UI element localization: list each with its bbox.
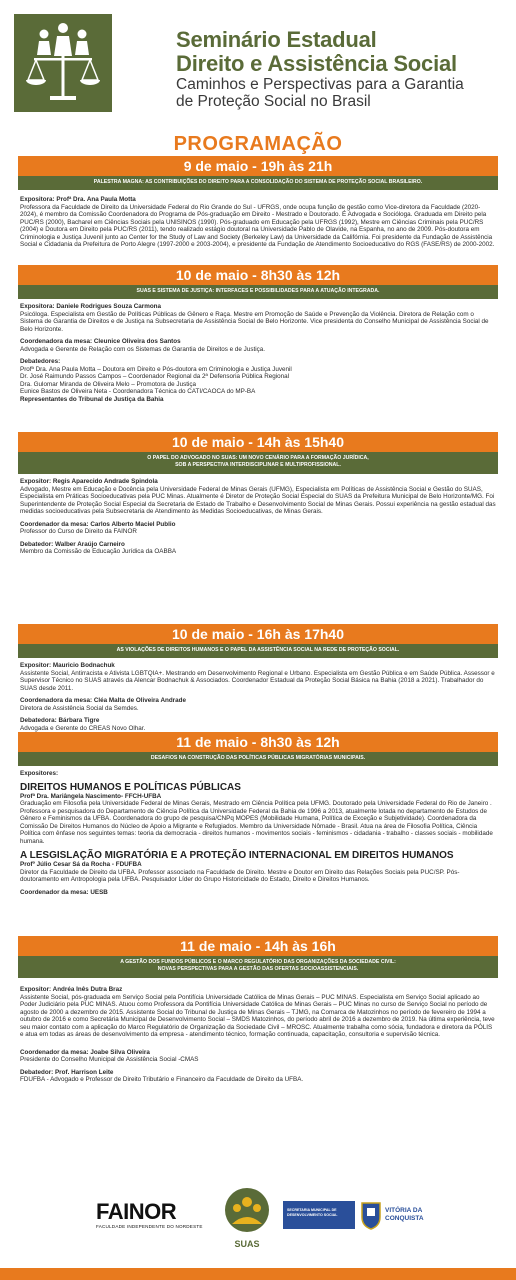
session-theme: SUAS E SISTEMA DE JUSTIÇA: INTERFACES E POSSIBILIDADES PARA A ATUAÇÃO INTEGRADA. <box>18 285 498 299</box>
expositores-label: Expositores: <box>20 770 59 777</box>
title-line-2: Direito e Assistência Social <box>176 51 457 76</box>
speaker-2-bio: Diretor da Faculdade de Direito da UFBA. Professor associado na Faculdade de Direito. Mestre e Doutor em Direito das Relações Sociais pela PUC/SP. Pós-doutoramento em Antropologia pela UFBA. Pesquisador Líder do Grupo Historicidade do Estado, Direito e Direitos Humanos. <box>20 868 460 883</box>
session-date: 11 de maio - 14h às 16h <box>18 936 498 956</box>
title-line-1: Seminário Estadual <box>176 27 377 52</box>
header <box>0 0 516 128</box>
session-date: 11 de maio - 8h30 às 12h <box>18 732 498 752</box>
speaker-1-bio: Graduação em Filosofia pela Universidade Federal de Minas Gerais, Mestrado em Ciência Política pela UFMG. Doutorado pela Universidade Federal do Rio de Janeiro . Professora e pesquisadora do Departamento de Ciência Política da Universidade Federal da Bahia de 1996 a 2013, atualmente lotada no departamento de Estudos de Gênero e Feminismos da UFBA. Coordenadora do grupo de pesquisa/CNPq MOPES (Mobilidade Humana, Política de Exceção e Subjetividade). Coordenadora da Comissão De Direitos Humanos do Núcleo de Apoio a Migrante e Refugiados. Membro da Universidade Nômade - Brasil. Atua na área de Filosofia Política, Ciência Política com ênfase nos seguintes temas: teoria da democracia - direitos humanos - movimentos sociais - feminismos - cidadania - trabalho - classes sociais - mobilidade humana. <box>20 800 493 845</box>
secretaria-line-1: SECRETARIA MUNICIPAL DE <box>287 1208 337 1212</box>
debater-bio: Membro da Comissão de Educação Jurídica da OABBA <box>20 548 177 555</box>
debater-1: Profª Dra. Ana Paula Motta – Doutora em Direito e Pós-doutora em Criminologia e Justiça Juvenil <box>20 365 292 373</box>
secretaria-line-2: DESENVOLVIMENTO SOCIAL <box>287 1212 338 1217</box>
coordinator-name: Coordenador da mesa: UESB <box>20 888 108 896</box>
debater-4: Eunice Bastos de Oliveira Neta - Coordenadora Técnica do CATI/CAOCA do MP-BA <box>20 388 256 395</box>
debater-bio: Advogada e Gerente do CREAS Novo Olhar. <box>20 724 146 732</box>
coordinator-bio: Advogada e Gerente de Relação com os Sistemas de Garantia de Direitos e de Justiça. <box>20 345 266 353</box>
debater-name: Debatedor: Walber Araújo Carneiro <box>20 540 125 548</box>
session-body <box>20 303 496 403</box>
city-name <box>385 1207 424 1222</box>
coordinator-name: Coordenadora da mesa: Cléa Malta de Oliveira Andrade <box>20 697 186 704</box>
subtitle-line-2: de Proteção Social no Brasil <box>176 93 371 110</box>
coordinator-bio: Diretora de Assistência Social da Semdes. <box>20 704 139 712</box>
session-date: 10 de maio - 16h às 17h40 <box>18 624 498 644</box>
suas-logo <box>224 1186 270 1249</box>
debater-name: Debatedora: Bárbara Tigre <box>20 717 100 724</box>
debater-bio: FDUFBA - Advogado e Professor de Direito Tributário e Financeiro da Faculdade de Direito da UFBA. <box>20 1076 304 1083</box>
session-body <box>20 196 496 254</box>
session-theme-line-1: O PAPEL DO ADVOGADO NO SUAS: UM NOVO CENÁRIO PARA A FORMAÇÃO JURÍDICA, <box>147 455 369 461</box>
city-name-line-1: VITÓRIA DA <box>385 1207 423 1214</box>
debaters-label: Debatedores: <box>20 358 61 365</box>
session-theme <box>18 452 498 474</box>
expositor-name: Expositora: Daniele Rodrigues Souza Carmona <box>20 303 162 310</box>
footer-strip <box>0 1268 516 1280</box>
expositor-bio: Advogado, Mestre em Educação e Docência pela Universidade Federal de Minas Gerais (UFMG), Especialista em Políticas de Assistência Social e Gestão do SUAS, Especialista em Práticas Socioeducativas pela PUC Minas. Atualmente é Diretor de Proteção Social Especial do SUAS da Prefeitura Municipal de Belo Horizonte/MG. Foi Superintendente de Proteção Social Especial da Secretaria de Estado de Trabalho e Desenvolvimento Social de Minas Gerais. Possui experiência na gestão estadual das medidas socioeducativas pela Subsecretaria de Atendimento às Medidas Socioeducativas, de Minas Gerais. <box>20 485 496 515</box>
seminar-title-block <box>176 28 506 110</box>
session-theme <box>18 956 498 978</box>
suas-label: SUAS <box>234 1239 260 1249</box>
expositor-bio: Psicóloga. Especialista em Gestão de Políticas Públicas de Gênero e Raça. Mestre em Promoção de Saúde e Prevenção da Violência. Diretora de Relação com o Sistema de Garantia de Direitos e de Justiça na Subsecretaria de Assistência Social de Belo Horizonte. Vice presidenta do Conselho Municipal de Assistência Social de Belo Horizonte. <box>20 310 489 333</box>
fainor-logo <box>96 1200 216 1236</box>
talk-heading-1: DIREITOS HUMANOS E POLÍTICAS PÚBLICAS <box>20 781 241 793</box>
expositor-name: Expositora: Profª Dra. Ana Paula Motta <box>20 196 136 203</box>
session-date: 9 de maio - 19h às 21h <box>18 156 498 176</box>
coordinator-name: Coordenador da mesa: Joabe Silva Oliveira <box>20 1048 150 1056</box>
expositor-bio: Assistente Social, pós-graduada em Serviço Social pela Pontifícia Universidade Católica de Minas Gerais – PUC MINAS. Especialista em Serviço Social aplicado ao Poder Judiciário pela PUC MINAS. Atuou como Professora da Pontifícia Universidade Católica de Minas Gerais – PUC Minas no curso de Serviço Social no período de agosto de 2000 a dezembro de 2015. Assistente Social do Tribunal de Justiça de Minas Gerais – TJMG, na Comarca de Matozinhos no período de fevereiro de 1994 a outubro de 2016 e como Secretária Municipal de Desenvolvimento Social – SMDS Matozinhos, do período abril de 2016 a dezembro de 2019. Na última experiência, teve seu maior contato com a aplicação do Marco Regulatório de Organização da Sociedade Civil – MROSC. Atualmente trabalha como sócia, fundadora e diretora da PÓLIS e atua em todas as áreas de desenvolvimento da empresa - atendimento técnico, formação continuada, capacitação, consultoria e supervisão técnica. <box>20 993 495 1038</box>
fainor-wordmark: FAINOR <box>96 1199 177 1224</box>
secretaria-municipal-logo <box>283 1201 355 1229</box>
prefeitura-vitoria-da-conquista-logo <box>360 1196 440 1236</box>
expositor-name: Expositor: Regis Aparecido Andrade Spindola <box>20 478 158 485</box>
expositor-name: Expositor: Mauricio Bodnachuk <box>20 662 115 669</box>
session-theme-line-2: NOVAS PERSPECTIVAS PARA A GESTÃO DAS OFERTAS SOCIOASSISTENCIAIS. <box>157 966 359 972</box>
coordinator-name: Coordenador da mesa: Carlos Alberto Maciel Publio <box>20 520 176 528</box>
session-theme-line-2: SOB A PERSPECTIVA INTERDISCIPLINAR E MULTIPROFISSIONAL. <box>175 462 341 468</box>
expositor-name: Expositor: Andréa Inês Dutra Braz <box>20 986 123 993</box>
session-theme: PALESTRA MAGNA: AS CONTRIBUIÇÕES DO DIREITO PARA A CONSOLIDAÇÃO DO SISTEMA DE PROTEÇÃO SOCIAL BRASILEIRO. <box>18 176 498 190</box>
session-body <box>20 986 496 1089</box>
debater-2: Dr. José Raimundo Passos Campos – Coordenador Regional da 2ª Defensoria Pública Regional <box>20 373 290 380</box>
coordinator-name: Coordenadora da mesa: Cleunice Oliveira dos Santos <box>20 338 181 345</box>
city-crest-icon <box>360 1200 382 1230</box>
session-theme: DESAFIOS NA CONSTRUÇÃO DAS POLÍTICAS PÚBLICAS MIGRATÓRIAS MUNICIPAIS. <box>18 752 498 766</box>
speaker-2-name: Profº Júlio Cesar Sá da Rocha - FDUFBA <box>20 861 142 868</box>
subtitle-line-1: Caminhos e Perspectivas para a Garantia <box>176 76 464 93</box>
speaker-1-name: Profª Dra. Mariângela Nascimento- FFCH-UFBA <box>20 792 162 800</box>
expositor-bio: Professora da Faculdade de Direito da Universidade Federal do Rio Grande do Sul - UFRGS, onde ocupa função de gestão como Vice-diretora da Faculdade (2020-2024), é membro da Comissão Coordenadora do Programa de Pós-graduação em Direito - Mestrado e Doutorado. É Advogada e Socióloga. Graduada em Direito pela PUC/RS (2000), Bacharel em Ciências Sociais pela UNISINOS (1990). Pós-graduado em Educação pela UFRGS (1992), Mestre em Ciências Criminais pela PUC/RS (2004) e Doutora em Direito pela PUC/RS (2011), tendo realizado estágio doutoral na Universidade Pablo de Olavide, na Espanha, no ano de 2009. Pós-doutora em Criminologia e Justiça Juvenil junto ao Center for the Study of Law and Society (Berkeley Law) da Universidade da Califórnia. Foi presidente da Fundação de Assistência Social e Cidadania da Prefeitura de Porto Alegre (1997-2000 e 2003-2004), e presidente da Fundação de Atendimento Socioeducativo do RGS (FASE/RS) de 2000-2002. <box>20 203 495 248</box>
justice-scale-logo-icon <box>14 14 112 112</box>
coordinator-bio: Professor do Curso de Direito da FAINOR <box>20 528 137 535</box>
debater-3: Dra. Gulomar Miranda de Oliveira Melo – Promotora de Justiça <box>20 380 197 388</box>
session-date: 10 de maio - 8h30 às 12h <box>18 265 498 285</box>
city-name-line-2: CONQUISTA <box>385 1214 424 1222</box>
session-theme-line-1: A GESTÃO DOS FUNDOS PÚBLICOS E O MARCO REGULATÓRIO DAS ORGANIZAÇÕES DA SOCIEDADE CIVIL: <box>120 959 396 965</box>
session-theme: AS VIOLAÇÕES DE DIREITOS HUMANOS E O PAPEL DA ASSISTÊNCIA SOCIAL NA REDE DE PROTEÇÃO SOCIAL. <box>18 644 498 658</box>
session-body <box>20 770 496 896</box>
talk-heading-2: A LESGISLAÇÃO MIGRATÓRIA E A PROTEÇÃO INTERNACIONAL EM DIREITOS HUMANOS <box>20 850 454 861</box>
session-date: 10 de maio - 14h às 15h40 <box>18 432 498 452</box>
expositor-bio: Assistente Social, Antirracista e Ativista LGBTQIA+. Mestrando em Desenvolvimento Regional e Urbano. Especialista em Gestão Pública e em Saúde Pública. Assessor e Supervisor Técnico no SUAS através da Alencar Bodnachuk & Associados. Coordenador Estadual da Proteção Social Básica na Bahia (2018 a 2021). Trabalhador do SUAS desde 2011. <box>20 669 495 692</box>
programacao-heading: PROGRAMAÇÃO <box>173 133 343 155</box>
debater-5: Representantes do Tribunal de Justiça da Bahia <box>20 395 164 403</box>
session-body <box>20 478 496 561</box>
debater-name: Debatedor: Prof. Harrison Leite <box>20 1068 114 1076</box>
fainor-tagline: FACULDADE INDEPENDENTE DO NORDESTE <box>96 1224 203 1229</box>
session-body <box>20 662 496 737</box>
coordinator-bio: Presidente do Conselho Municipal de Assistência Social -CMAS <box>20 1056 199 1063</box>
suas-emblem-icon <box>224 1186 270 1234</box>
